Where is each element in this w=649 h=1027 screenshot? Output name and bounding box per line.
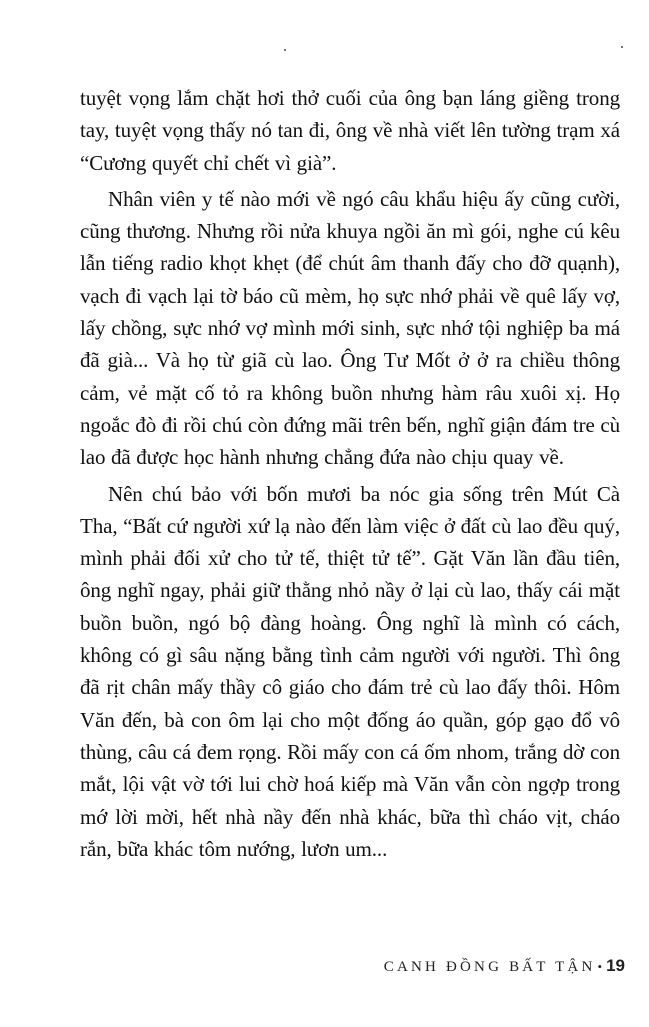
paragraph-3: Nên chú bảo với bốn mươi ba nóc gia sống trên Mút Cà Tha, “Bất cứ người xứ lạ nào đến làm việc ở đất cù lao đều quý, mình phải đối xử cho tử tế, thiệt tử tế”. Gặt Văn lần đầu tiên, ông nghĩ ngay, phải giữ thằng nhỏ nầy ở lại cù lao, thấy cái mặt buồn buồn, ngó bộ đàng hoàng. Ông nghĩ là mình có cách, không có gì sâu nặng bằng tình cảm người với người. Thì ông đã rịt chân mấy thầy cô giáo cho đám trẻ cù lao đấy thôi. Hôm Văn đến, bà con ôm lại cho một đống áo quần, góp gạo đổ vô thùng, câu cá đem rọng. Rồi mấy con cá ốm nhom, trắng dờ con mắt, lội vật vờ tới lui chờ hoá kiếp mà Văn vẫn còn ngợp trong mớ lời mời, hết nhà nầy đến nhà khác, bữa thì cháo vịt, cháo rắn, bữa khác tôm nướng, lươn um...	[80, 481, 620, 861]
scan-speck	[284, 49, 286, 51]
page-number: 19	[606, 956, 625, 975]
paragraph-1: tuyệt vọng lắm chặt hơi thở cuối của ông bạn láng giềng trong tay, tuyệt vọng thấy nó tan đi, ông về nhà viết lên tường trạm xá “Cương quyết chỉ chết vì già”.	[80, 86, 620, 175]
body-text	[80, 82, 620, 865]
running-title: CANH ĐỒNG BẤT TẬN	[383, 959, 596, 975]
paragraph-2: Nhân viên y tế nào mới về ngó câu khẩu hiệu ấy cũng cười, cũng thương. Nhưng rồi nửa khuya ngồi ăn mì gói, nghe cú kêu lẫn tiếng radio khọt khẹt (để chút âm thanh đấy cho đỡ quạnh), vạch đi vạch lại tờ báo cũ mèm, họ sực nhớ phải về quê lấy vợ, lấy chồng, sực nhớ vợ mình mới sinh, sực nhớ tội nghiệp ba má đã già... Và họ từ giã cù lao. Ông Tư Mốt ở ở ra chiều thông cảm, vẻ mặt cố tỏ ra không buồn nhưng hàm râu xuôi xị. Họ ngoắc đò đi rồi chú còn đứng mãi trên bến, nghĩ giận đám tre cù lao đã được học hành nhưng chẳng đứa nào chịu quay về.	[80, 186, 620, 470]
bullet-separator: •	[597, 959, 603, 974]
scan-speck	[621, 46, 623, 48]
page-footer	[384, 956, 625, 976]
